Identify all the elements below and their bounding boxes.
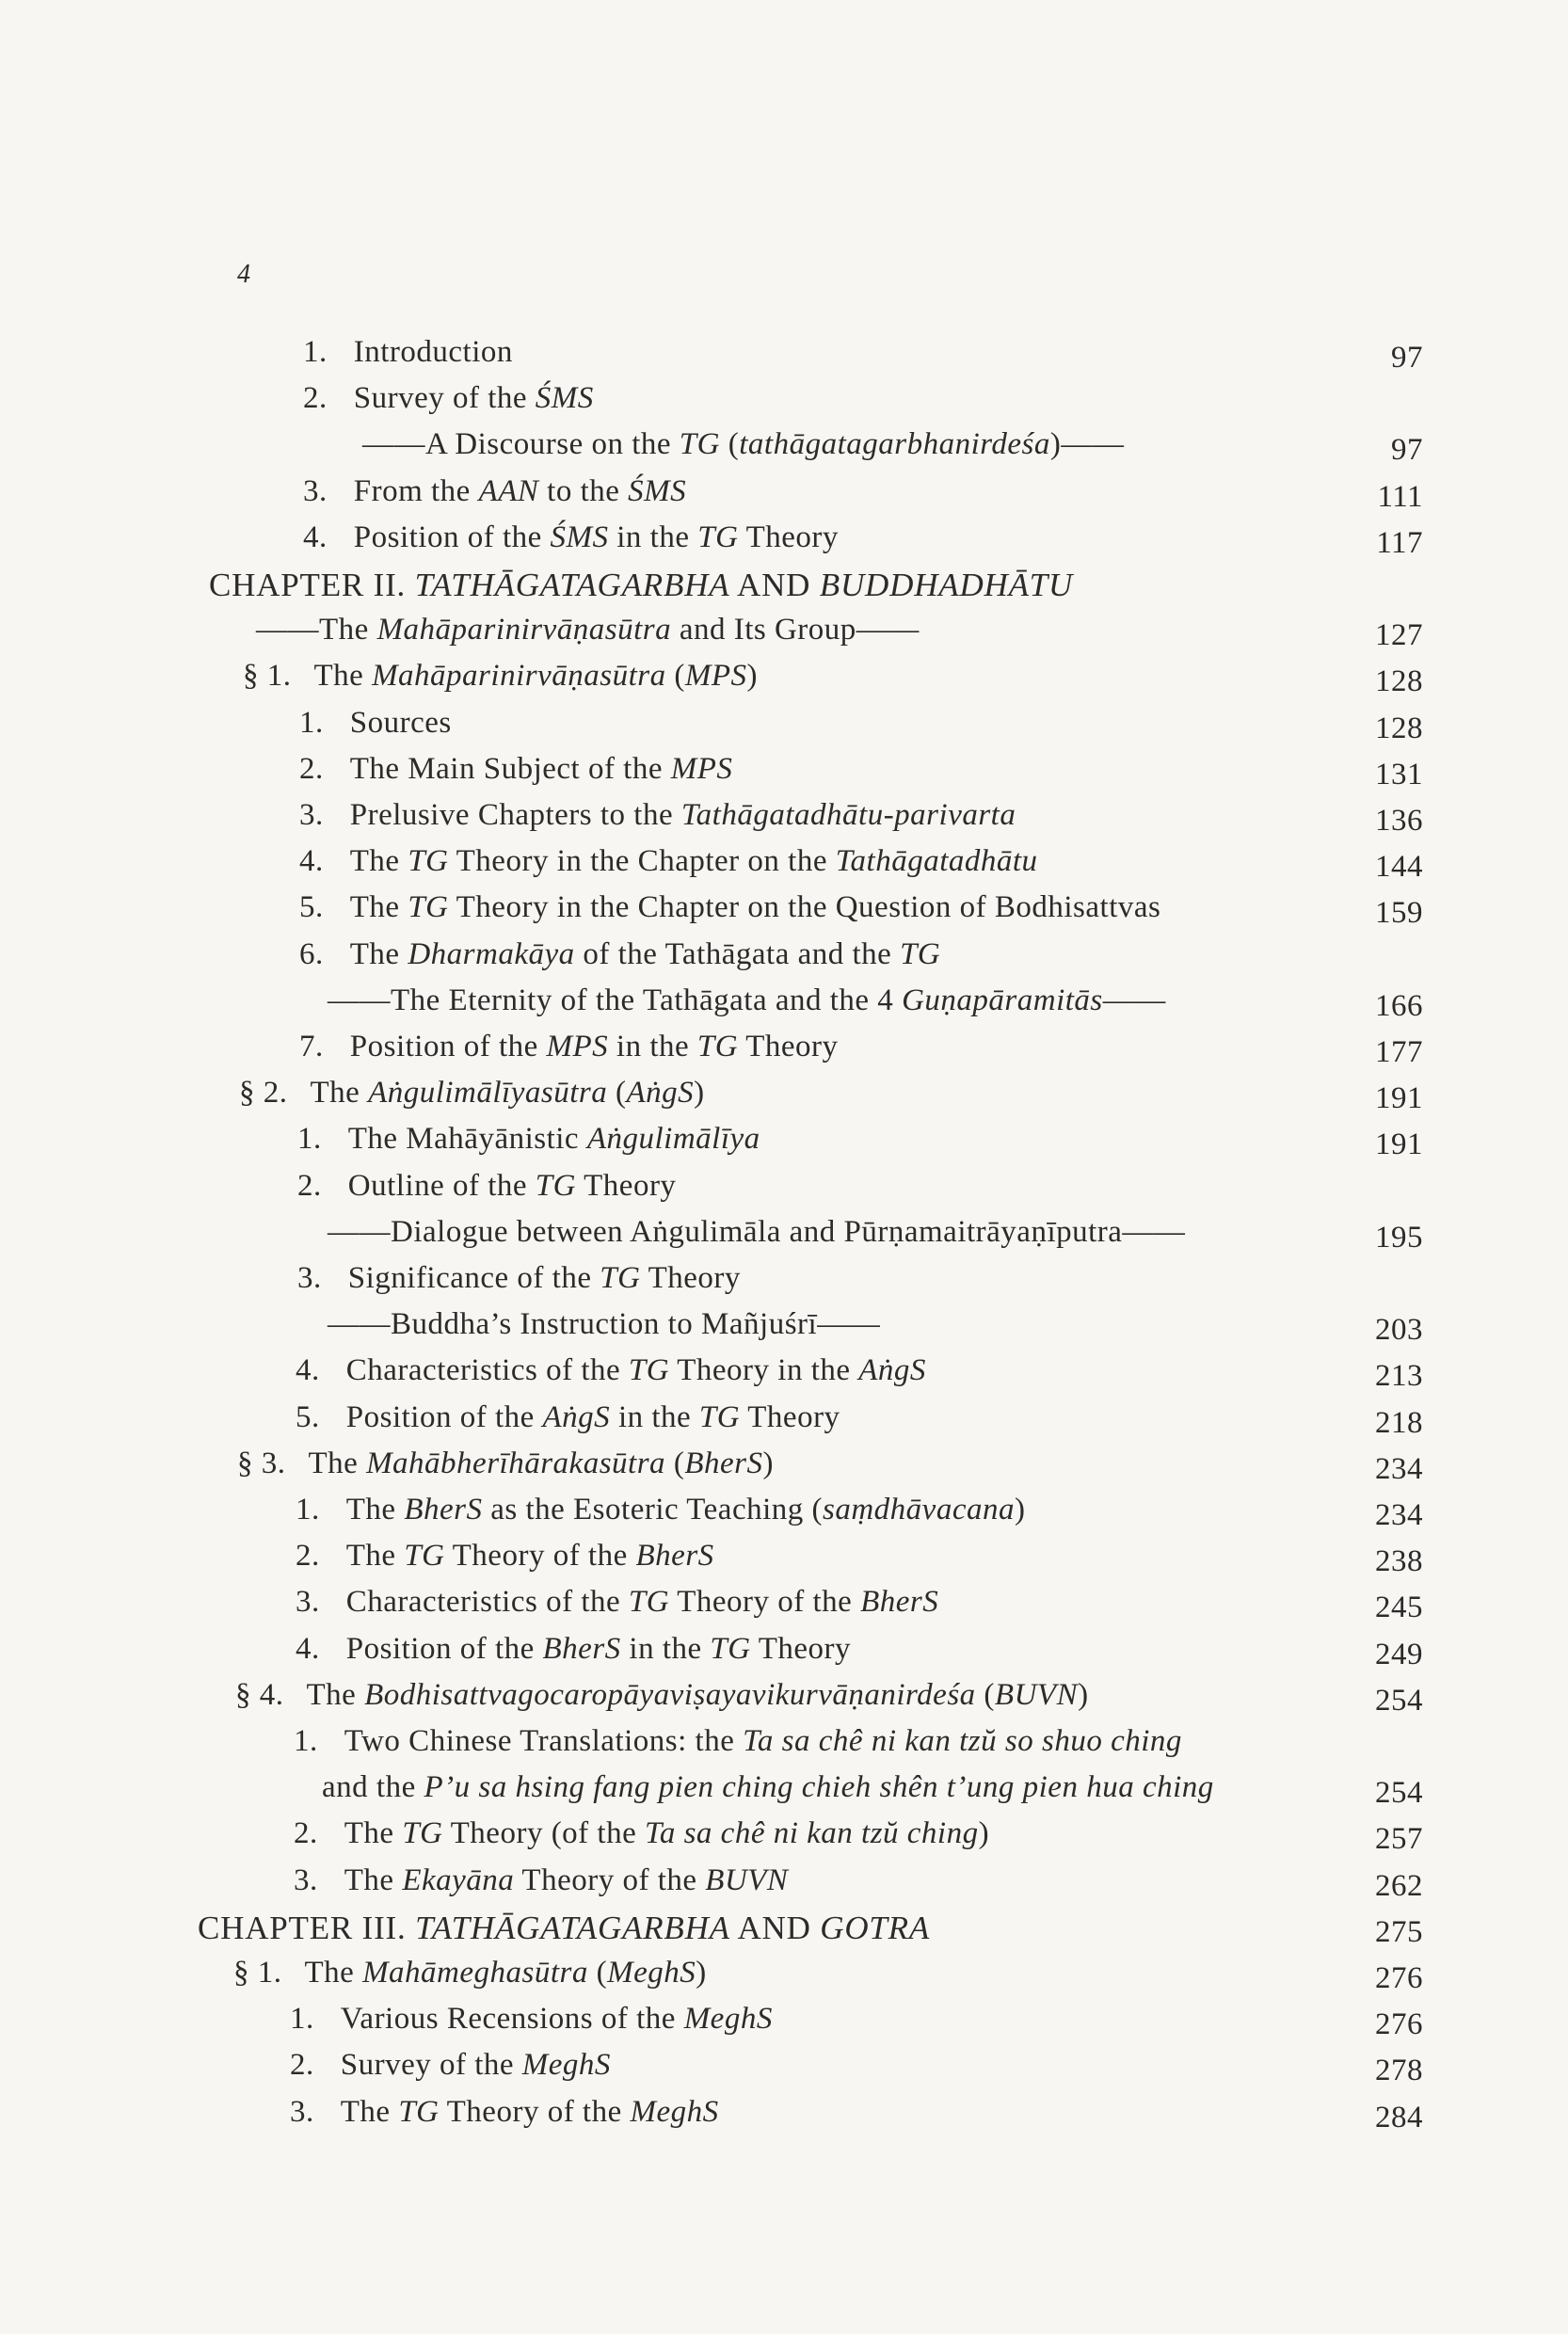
toc-entry-title: ——The Eternity of the Tathāgata and the 4 Guṇapāramitās—— (328, 983, 1166, 1017)
toc-page-ref: 117 (1376, 526, 1423, 560)
toc-entry-number: § 1. (243, 659, 292, 693)
toc-entry-title: 2. The Main Subject of the MPS (299, 752, 733, 786)
toc-page-ref: 284 (1375, 2101, 1423, 2134)
toc-page-ref: 131 (1375, 758, 1423, 791)
toc-entry-number: 4. (299, 844, 324, 878)
toc-entry-title: 7. Position of the MPS in the TG Theory (299, 1030, 839, 1063)
toc-page-ref: 276 (1375, 1961, 1423, 1995)
toc-entry-number: 4. (303, 520, 328, 554)
toc-chapter-heading (0, 567, 1568, 615)
toc-entry-number: § 1. (233, 1956, 282, 1990)
toc-entry-number: § 3. (237, 1447, 286, 1480)
toc-chapter-heading (0, 1910, 1568, 1958)
toc-entry (0, 1770, 1568, 1819)
toc-page-ref: 177 (1375, 1035, 1423, 1069)
toc-entry (0, 2048, 1568, 2097)
toc-entry (0, 1816, 1568, 1865)
toc-page-ref: 234 (1375, 1452, 1423, 1486)
toc-entry-title: 1. Various Recensions of the MeghS (290, 2002, 773, 2036)
toc-entry-title: 4. Position of the BherS in the TG Theory (296, 1632, 852, 1666)
toc-page-ref: 262 (1375, 1869, 1423, 1903)
toc-entry (0, 1585, 1568, 1634)
toc-entry-number: 1. (297, 1122, 322, 1156)
toc-entry-number: 7. (299, 1030, 324, 1063)
toc-entry-number: 3. (303, 474, 328, 508)
toc-entry-title: 1. The Mahāyānistic Aṅgulimālīya (297, 1122, 760, 1156)
toc-entry-title: 3. Significance of the TG Theory (297, 1261, 741, 1295)
toc-page-ref: 238 (1375, 1544, 1423, 1578)
toc-page-ref: 254 (1375, 1684, 1423, 1718)
toc-entry (0, 1400, 1568, 1449)
toc-entry-number: 2. (290, 2048, 314, 2082)
toc-page-ref: 191 (1375, 1081, 1423, 1115)
toc-page-ref: 128 (1375, 664, 1423, 698)
toc-page-ref: 234 (1375, 1498, 1423, 1532)
toc-page-ref: 166 (1375, 989, 1423, 1023)
toc-entry (0, 1678, 1568, 1727)
toc-entry-title: 6. The Dharmakāya of the Tathāgata and the TG (299, 937, 941, 971)
toc-entry-title: ——Buddha’s Instruction to Mañjuśrī—— (328, 1307, 881, 1341)
toc-entry (0, 427, 1568, 476)
toc-entry (0, 613, 1568, 662)
toc-entry-title: 3. From the AAN to the ŚMS (303, 474, 687, 508)
toc-page-ref: 136 (1375, 804, 1423, 838)
toc-entry-number: 3. (297, 1261, 322, 1295)
toc-entry-number: 1. (299, 706, 324, 740)
toc-entry (0, 1632, 1568, 1681)
toc-entry (0, 335, 1568, 384)
toc-entry-number: 3. (294, 1863, 318, 1897)
toc-entry (0, 1030, 1568, 1079)
page-number: 4 (237, 260, 250, 289)
toc-entry-number: 3. (290, 2095, 314, 2129)
toc-entry (0, 381, 1568, 430)
toc-page-ref: 245 (1375, 1591, 1423, 1624)
toc-entry-title: 5. Position of the AṅgS in the TG Theory (296, 1400, 840, 1434)
toc-entry-title: 1. Sources (299, 706, 452, 740)
toc-entry-title: 1. Introduction (303, 335, 513, 369)
toc-entry-number: 5. (299, 890, 324, 924)
toc-page-ref: 254 (1375, 1776, 1423, 1810)
toc-page-ref: 97 (1391, 433, 1423, 467)
toc-page-ref: 213 (1375, 1359, 1423, 1393)
toc-entry (0, 520, 1568, 569)
toc-entry-number: 2. (296, 1539, 320, 1573)
toc-entry-title: 3. The Ekayāna Theory of the BUVN (294, 1863, 789, 1897)
toc-entry (0, 1724, 1568, 1773)
toc-entry (0, 659, 1568, 708)
toc-page-ref: 128 (1375, 711, 1423, 745)
toc-entry-title: § 4. The Bodhisattvagocaropāyaviṣayavikurvāṇanirdeśa (BUVN) (235, 1678, 1089, 1712)
toc-page-ref: 203 (1375, 1313, 1423, 1347)
toc-entry-title: CHAPTER II. TATHĀGATAGARBHA AND BUDDHADHĀTU (209, 567, 1074, 603)
toc-entry (0, 1215, 1568, 1264)
toc-entry-title: 4. Characteristics of the TG Theory in the AṅgS (296, 1353, 926, 1387)
toc-page-ref: 195 (1375, 1221, 1423, 1255)
toc-page-ref: 159 (1375, 896, 1423, 930)
toc-entry (0, 2002, 1568, 2051)
toc-entry-number: 4. (296, 1353, 320, 1387)
toc-entry-number: 1. (294, 1724, 318, 1758)
toc-entry-title: § 3. The Mahābherīhārakasūtra (BherS) (237, 1447, 774, 1480)
toc-entry (0, 890, 1568, 939)
toc-page-ref: 97 (1391, 341, 1423, 375)
toc-entry-title: § 1. The Mahāparinirvāṇasūtra (MPS) (243, 659, 758, 693)
toc-entry (0, 937, 1568, 986)
toc-page-ref: 249 (1375, 1638, 1423, 1671)
toc-entry-number: 1. (296, 1493, 320, 1527)
toc-entry (0, 1261, 1568, 1310)
toc-entry-title: ——Dialogue between Aṅgulimāla and Pūrṇamaitrāyaṇīputra—— (328, 1215, 1186, 1249)
toc-page-ref: 275 (1375, 1915, 1423, 1949)
toc-entry-number: 6. (299, 937, 324, 971)
toc-entry (0, 752, 1568, 801)
toc-entry-title: 2. Survey of the ŚMS (303, 381, 594, 415)
toc-entry-title: CHAPTER III. TATHĀGATAGARBHA AND GOTRA (198, 1910, 931, 1946)
toc-entry-number: 2. (299, 752, 324, 786)
toc-entry (0, 1307, 1568, 1356)
toc-entry (0, 1169, 1568, 1218)
toc-page-ref: 111 (1377, 480, 1423, 514)
toc-entry (0, 2095, 1568, 2144)
toc-page-ref: 278 (1375, 2054, 1423, 2087)
toc-entry-title: 3. The TG Theory of the MeghS (290, 2095, 719, 2129)
toc-entry (0, 1122, 1568, 1171)
toc-entry-title: ——A Discourse on the TG (tathāgatagarbhanirdeśa)—— (362, 427, 1125, 461)
toc-entry (0, 1353, 1568, 1402)
toc-entry-number: 1. (303, 335, 328, 369)
toc-entry (0, 1076, 1568, 1125)
toc-entry (0, 706, 1568, 755)
toc-entry-title: ——The Mahāparinirvāṇasūtra and Its Group—— (256, 613, 920, 647)
toc-entry-number: § 4. (235, 1678, 284, 1712)
toc-entry-title: 2. Outline of the TG Theory (297, 1169, 677, 1203)
toc-entry-title: and the P’u sa hsing fang pien ching chieh shên t’ung pien hua ching (322, 1770, 1214, 1804)
toc-page-ref: 257 (1375, 1822, 1423, 1856)
toc-entry-title: 4. Position of the ŚMS in the TG Theory (303, 520, 839, 554)
toc-entry (0, 1956, 1568, 2005)
toc-entry-title: 2. Survey of the MeghS (290, 2048, 611, 2082)
toc-entry-number: 3. (299, 798, 324, 832)
toc-entry-title: § 1. The Mahāmeghasūtra (MeghS) (233, 1956, 707, 1990)
toc-entry-number: § 2. (239, 1076, 288, 1110)
toc-entry (0, 1539, 1568, 1588)
toc-entry (0, 474, 1568, 523)
toc-page-ref: 144 (1375, 850, 1423, 884)
toc-entry (0, 983, 1568, 1032)
toc-entry (0, 1447, 1568, 1495)
toc-page-ref: 276 (1375, 2007, 1423, 2041)
toc-entry (0, 844, 1568, 893)
toc-entry-title: § 2. The Aṅgulimālīyasūtra (AṅgS) (239, 1076, 705, 1110)
toc-entry-number: 2. (294, 1816, 318, 1850)
toc-entry-number: 2. (303, 381, 328, 415)
toc-entry (0, 798, 1568, 847)
toc-entry-title: 3. Characteristics of the TG Theory of the BherS (296, 1585, 939, 1619)
toc-page-ref: 191 (1375, 1127, 1423, 1161)
toc-entry-title: 4. The TG Theory in the Chapter on the Tathāgatadhātu (299, 844, 1038, 878)
toc-entry-title: 1. The BherS as the Esoteric Teaching (saṃdhāvacana) (296, 1493, 1026, 1527)
toc-entry-title: 1. Two Chinese Translations: the Ta sa chê ni kan tzŭ so shuo ching (294, 1724, 1182, 1758)
toc-entry-title: 5. The TG Theory in the Chapter on the Question of Bodhisattvas (299, 890, 1161, 924)
toc-entry-number: 5. (296, 1400, 320, 1434)
toc-entry-number: 4. (296, 1632, 320, 1666)
toc-entry-number: 1. (290, 2002, 314, 2036)
toc-entry-title: 3. Prelusive Chapters to the Tathāgatadhātu-parivarta (299, 798, 1016, 832)
toc-entry-number: 3. (296, 1585, 320, 1619)
toc-entry (0, 1493, 1568, 1542)
toc-entry-title: 2. The TG Theory of the BherS (296, 1539, 714, 1573)
toc-entry-title: 2. The TG Theory (of the Ta sa chê ni kan tzŭ ching) (294, 1816, 990, 1850)
toc-entry (0, 1863, 1568, 1912)
toc-entry-number: 2. (297, 1169, 322, 1203)
toc-page-ref: 218 (1375, 1406, 1423, 1440)
toc-page-ref: 127 (1375, 618, 1423, 652)
